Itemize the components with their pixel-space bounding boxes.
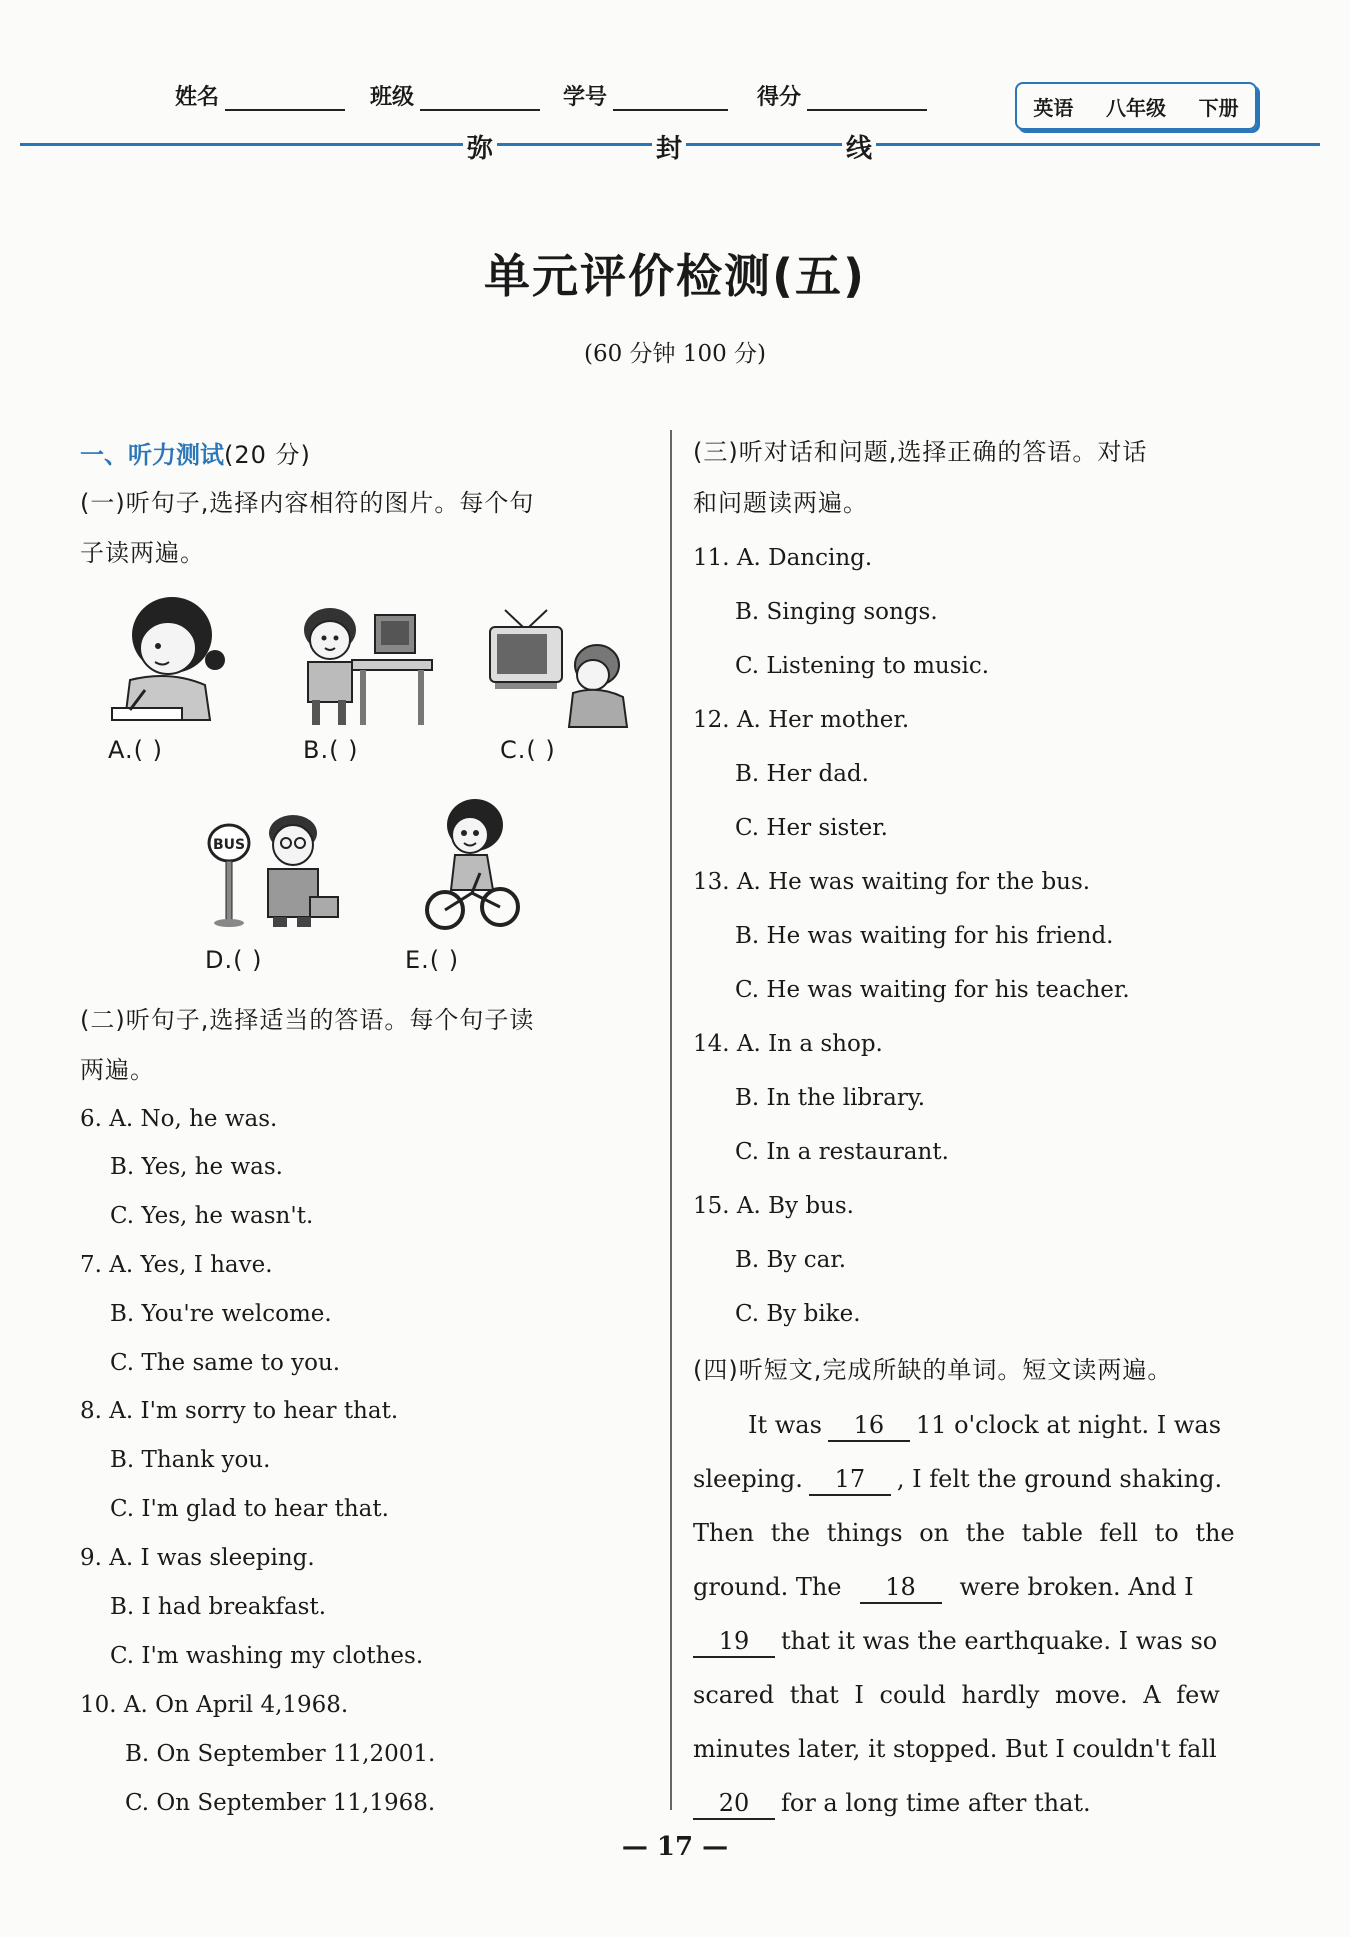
option[interactable]: A. Dancing. — [736, 545, 873, 571]
question-number: 7. — [80, 1252, 102, 1278]
passage-line-4 — [693, 1572, 1194, 1604]
passage-line-8 — [693, 1788, 1091, 1820]
question-number: 10. — [80, 1692, 117, 1718]
option[interactable]: B. He was waiting for his friend. — [735, 923, 1114, 949]
passage-line-6 — [693, 1680, 1220, 1710]
blank-18[interactable]: 18 — [860, 1572, 942, 1604]
seal-char-xian: 线 — [842, 128, 876, 165]
passage-text: , I felt the ground shaking. — [896, 1465, 1223, 1493]
question-7 — [80, 1250, 273, 1280]
question-13 — [693, 867, 1090, 897]
passage-text: It was — [748, 1411, 822, 1439]
part4-instruction: (四)听短文,完成所缺的单词。短文读两遍。 — [693, 1356, 1173, 1384]
badge-volume: 下册 — [1198, 95, 1239, 120]
name-label: 姓名 — [175, 85, 220, 110]
option[interactable]: A. He was waiting for the bus. — [736, 869, 1091, 895]
passage-text: Then the things on the table fell to the — [693, 1519, 1235, 1547]
option[interactable]: A. In a shop. — [736, 1031, 883, 1057]
seal-char-mi: 弥 — [463, 128, 497, 165]
question-14 — [693, 1029, 883, 1059]
section1-heading — [80, 440, 311, 471]
badge-grade: 八年级 — [1105, 95, 1166, 120]
option[interactable]: B. Her dad. — [735, 761, 869, 787]
badge-subject: 英语 — [1033, 95, 1074, 120]
question-number: 6. — [80, 1106, 102, 1132]
passage-text: were broken. And I — [959, 1573, 1194, 1601]
student-id-label: 学号 — [563, 85, 608, 110]
option[interactable]: B. Yes, he was. — [110, 1154, 283, 1180]
option[interactable]: C. By bike. — [735, 1301, 861, 1327]
option[interactable]: A. Her mother. — [736, 707, 910, 733]
option[interactable]: C. Yes, he wasn't. — [110, 1203, 314, 1229]
part1-instruction-1: (一)听句子,选择内容相符的图片。每个句 — [80, 489, 535, 517]
picture-c-label[interactable]: C.( ) — [500, 736, 556, 764]
question-number: 11. — [693, 545, 730, 571]
passage-line-3 — [693, 1518, 1235, 1548]
option[interactable]: B. I had breakfast. — [110, 1594, 327, 1620]
option[interactable]: C. Listening to music. — [735, 653, 990, 679]
passage-text: ground. The — [693, 1573, 842, 1601]
question-9 — [80, 1543, 315, 1573]
passage-text: 11 o'clock at night. I was — [915, 1411, 1222, 1439]
blank-17[interactable]: 17 — [809, 1464, 891, 1496]
option[interactable]: B. In the library. — [735, 1085, 926, 1111]
picture-b-label[interactable]: B.( ) — [303, 736, 359, 764]
class-input-line[interactable] — [420, 85, 540, 111]
option[interactable]: A. I was sleeping. — [109, 1545, 315, 1571]
option[interactable]: C. I'm washing my clothes. — [110, 1643, 424, 1669]
option[interactable]: B. On September 11,2001. — [125, 1741, 436, 1767]
passage-text: that it was the earthquake. I was so — [781, 1627, 1218, 1655]
question-10 — [80, 1690, 348, 1720]
column-divider — [670, 430, 672, 1810]
score-label: 得分 — [757, 85, 802, 110]
page-subtitle: (60 分钟 100 分) — [583, 341, 767, 367]
name-field[interactable] — [175, 80, 345, 111]
option[interactable]: C. In a restaurant. — [735, 1139, 949, 1165]
question-number: 12. — [693, 707, 730, 733]
name-input-line[interactable] — [225, 85, 345, 111]
passage-text: sleeping. — [693, 1465, 803, 1493]
passage-line-7 — [693, 1734, 1217, 1764]
passage-line-1 — [748, 1410, 1221, 1442]
option[interactable]: B. You're welcome. — [110, 1301, 332, 1327]
picture-e-label[interactable]: E.( ) — [405, 946, 460, 974]
bus-sign-text: BUS — [212, 837, 246, 853]
class-label: 班级 — [370, 85, 415, 110]
passage-text: minutes later, it stopped. But I couldn't fall — [693, 1735, 1217, 1763]
question-11 — [693, 543, 872, 573]
girl-writing-icon — [100, 590, 240, 730]
option[interactable]: A. Yes, I have. — [109, 1252, 273, 1278]
picture-a-label[interactable]: A.( ) — [108, 736, 163, 764]
part2-instruction-2: 两遍。 — [80, 1056, 155, 1084]
seal-char-feng: 封 — [652, 128, 686, 165]
man-bus-stop-icon — [205, 805, 345, 930]
option[interactable]: C. I'm glad to hear that. — [110, 1496, 389, 1522]
question-12 — [693, 705, 909, 735]
passage-text: scared that I could hardly move. A few — [693, 1681, 1220, 1709]
option[interactable]: A. By bus. — [736, 1193, 854, 1219]
score-input-line[interactable] — [807, 85, 927, 111]
part1-instruction-2: 子读两遍。 — [80, 539, 205, 567]
boy-watching-tv-icon — [485, 605, 635, 730]
option[interactable]: C. Her sister. — [735, 815, 888, 841]
question-number: 13. — [693, 869, 730, 895]
blank-20[interactable]: 20 — [693, 1788, 775, 1820]
option[interactable]: A. I'm sorry to hear that. — [109, 1398, 399, 1424]
option[interactable]: B. Thank you. — [110, 1447, 271, 1473]
part3-instruction-2: 和问题读两遍。 — [693, 489, 868, 517]
option[interactable]: C. He was waiting for his teacher. — [735, 977, 1130, 1003]
option[interactable]: A. On April 4,1968. — [123, 1692, 349, 1718]
passage-line-5 — [693, 1626, 1217, 1658]
question-number: 14. — [693, 1031, 730, 1057]
subject-badge — [1015, 82, 1257, 130]
part2-instruction-1: (二)听句子,选择适当的答语。每个句子读 — [80, 1006, 535, 1034]
student-id-input-line[interactable] — [613, 85, 728, 111]
section1-title: 一、听力测试 — [80, 441, 224, 469]
passage-text: for a long time after that. — [781, 1789, 1091, 1817]
part3-instruction-1: (三)听对话和问题,选择正确的答语。对话 — [693, 438, 1148, 466]
option[interactable]: C. The same to you. — [110, 1350, 341, 1376]
class-field[interactable] — [370, 80, 540, 111]
option[interactable]: B. By car. — [735, 1247, 847, 1273]
picture-d-label[interactable]: D.( ) — [205, 946, 263, 974]
blank-16[interactable]: 16 — [828, 1410, 910, 1442]
question-6 — [80, 1104, 277, 1134]
student-id-field[interactable] — [563, 80, 728, 111]
passage-line-2 — [693, 1464, 1222, 1496]
option[interactable]: A. No, he was. — [109, 1106, 278, 1132]
option[interactable]: B. Singing songs. — [735, 599, 938, 625]
girl-cycling-icon — [420, 795, 525, 935]
page-title: 单元评价检测(五) — [483, 249, 867, 303]
page-number: — 17 — — [621, 1832, 729, 1862]
section1-score: (20 分) — [224, 441, 311, 469]
score-field[interactable] — [757, 80, 927, 111]
blank-19[interactable]: 19 — [693, 1626, 775, 1658]
girl-computer-icon — [290, 600, 440, 730]
question-number: 9. — [80, 1545, 102, 1571]
question-8 — [80, 1396, 398, 1426]
question-15 — [693, 1191, 854, 1221]
question-number: 8. — [80, 1398, 102, 1424]
option[interactable]: C. On September 11,1968. — [125, 1790, 436, 1816]
question-number: 15. — [693, 1193, 730, 1219]
